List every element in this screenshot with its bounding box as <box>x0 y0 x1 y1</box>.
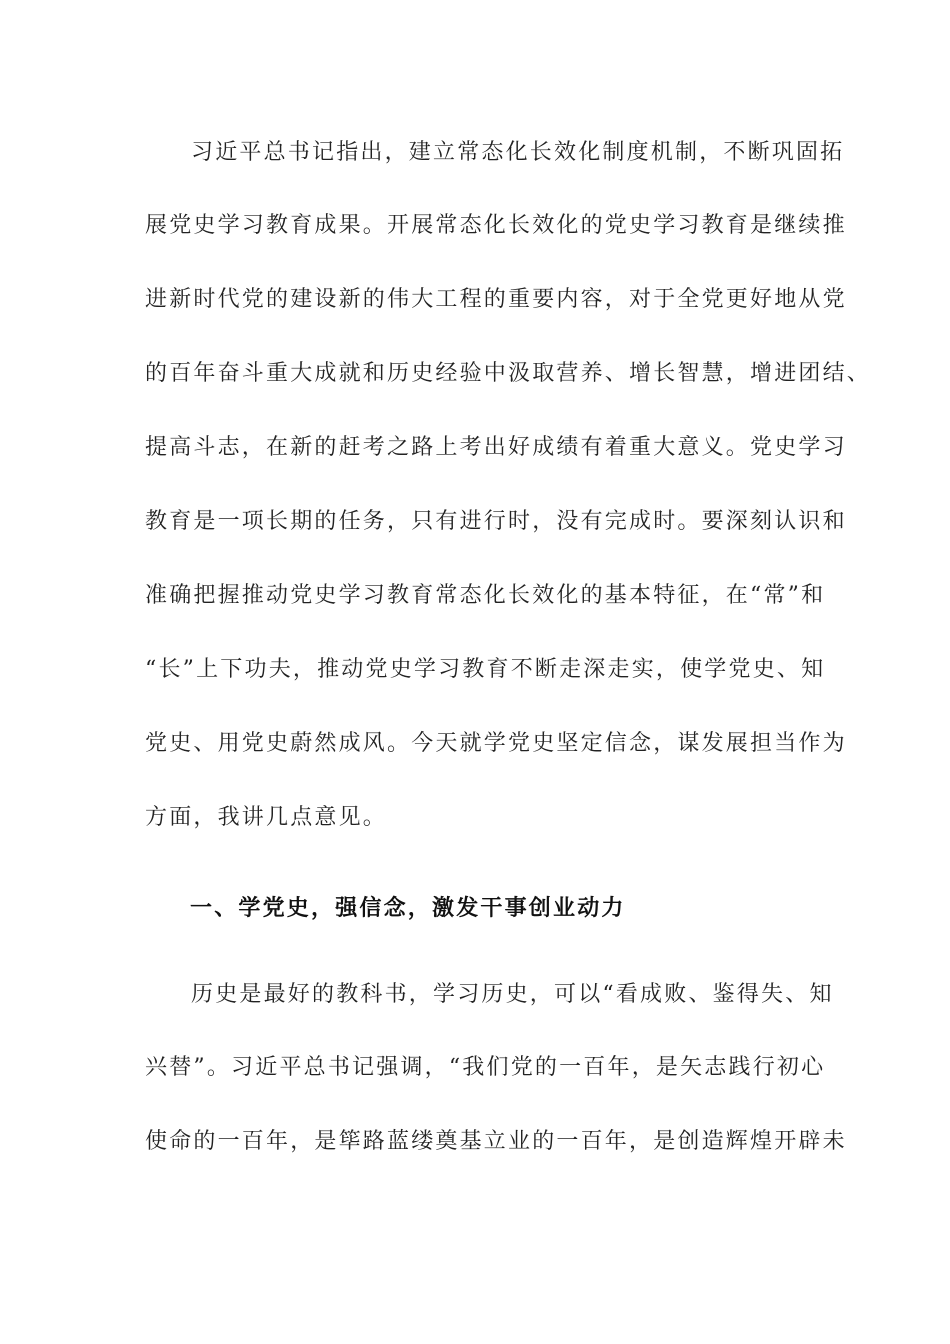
paragraph-1-line-1: 习近平总书记指出，建立常态化长效化制度机制，不断巩固拓 <box>191 140 845 165</box>
paragraph-1-line-6: 教育是一项长期的任务，只有进行时，没有完成时。要深刻认识和 <box>145 509 847 534</box>
paragraph-1-line-9: 党史、用党史蔚然成风。今天就学党史坚定信念，谋发展担当作为 <box>145 731 847 756</box>
paragraph-1-line-10: 方面，我讲几点意见。 <box>145 805 388 830</box>
paragraph-1-line-2: 展党史学习教育成果。开展常态化长效化的党史学习教育是继续推 <box>145 213 847 238</box>
paragraph-1-line-8: “长”上下功夫，推动党史学习教育不断走深走实，使学党史、知 <box>145 657 826 682</box>
paragraph-2-line-1: 历史是最好的教科书，学习历史，可以“看成败、鉴得失、知 <box>191 982 834 1007</box>
paragraph-2-line-3: 使命的一百年，是筚路蓝缕奠基立业的一百年，是创造辉煌开辟未 <box>145 1129 847 1154</box>
paragraph-1-line-7: 准确把握推动党史学习教育常态化长效化的基本特征，在“常”和 <box>145 583 826 608</box>
section-heading: 一、学党史，强信念，激发干事创业动力 <box>190 895 626 921</box>
paragraph-2-line-2: 兴替”。习近平总书记强调，“我们党的一百年，是矢志践行初心 <box>145 1055 826 1080</box>
paragraph-1-line-4: 的百年奋斗重大成就和历史经验中汲取营养、增长智慧，增进团结、 <box>145 361 872 386</box>
paragraph-1-line-5: 提高斗志，在新的赶考之路上考出好成绩有着重大意义。党史学习 <box>145 435 847 460</box>
paragraph-1-line-3: 进新时代党的建设新的伟大工程的重要内容，对于全党更好地从党 <box>145 287 847 312</box>
